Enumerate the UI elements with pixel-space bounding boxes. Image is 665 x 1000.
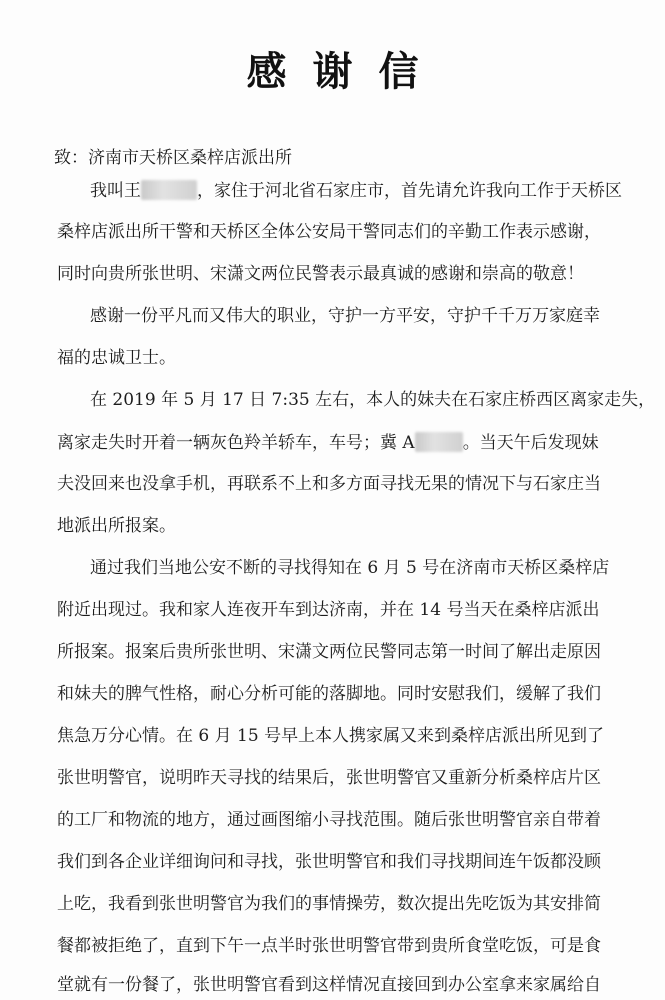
body-line: 所报案。报案后贵所张世明、宋潇文两位民警同志第一时间了解出走原因: [57, 642, 601, 662]
body-line: 同时向贵所张世明、宋潇文两位民警表示最真诚的感谢和崇高的敬意！: [57, 264, 584, 284]
body-line: 张世明警官，说明昨天寻找的结果后，张世明警官又重新分析桑梓店片区: [57, 768, 601, 788]
body-line: 感谢一份平凡而又伟大的职业，守护一方平安，守护千千万万家庭幸: [90, 306, 600, 326]
body-line: 福的忠诚卫士。: [57, 348, 176, 368]
body-line: 在 2019 年 5 月 17 日 7:35 左右，本人的妹夫在石家庄桥西区离家走失，: [90, 390, 656, 410]
body-line: 我叫王 ，家住于河北省石家庄市，首先请允许我向工作于天桥区: [90, 181, 622, 201]
redaction-blur: [141, 180, 197, 200]
body-line: 焦急万分心情。在 6 月 15 号早上本人携家属又来到桑梓店派出所见到了: [57, 726, 605, 746]
body-line: 餐都被拒绝了，直到下午一点半时张世明警官带到贵所食堂吃饭，可是食: [57, 936, 601, 956]
body-line: 堂就有一份餐了，张世明警官看到这样情况直接回到办公室拿来家属给自: [57, 975, 601, 995]
body-line: 通过我们当地公安不断的寻找得知在 6 月 5 号在济南市天桥区桑梓店: [90, 558, 610, 578]
letter-title: 感谢信: [246, 48, 445, 95]
body-line: 桑梓店派出所干警和天桥区全体公安局干警同志们的辛勤工作表示感谢，: [57, 222, 601, 242]
redaction-blur: [415, 432, 463, 452]
body-line: 地派出所报案。: [57, 516, 176, 536]
body-line: 上吃，我看到张世明警官为我们的事情操劳，数次提出先吃饭为其安排简: [57, 894, 601, 914]
body-line: 夫没回来也没拿手机，再联系不上和多方面寻找无果的情况下与石家庄当: [57, 474, 601, 494]
body-line: 离家走失时开着一辆灰色羚羊轿车，车号；冀 A 。当天午后发现妹: [57, 433, 599, 453]
body-line: 我们到各企业详细询问和寻找，张世明警官和我们寻找期间连午饭都没顾: [57, 852, 601, 872]
letter-addressee: 致：济南市天桥区桑梓店派出所: [54, 148, 292, 168]
body-line: 和妹夫的脾气性格，耐心分析可能的落脚地。同时安慰我们，缓解了我们: [57, 684, 601, 704]
body-line: 附近出现过。我和家人连夜开车到达济南，并在 14 号当天在桑梓店派出: [57, 600, 600, 620]
body-line: 的工厂和物流的地方，通过画图缩小寻找范围。随后张世明警官亲自带着: [57, 810, 601, 830]
